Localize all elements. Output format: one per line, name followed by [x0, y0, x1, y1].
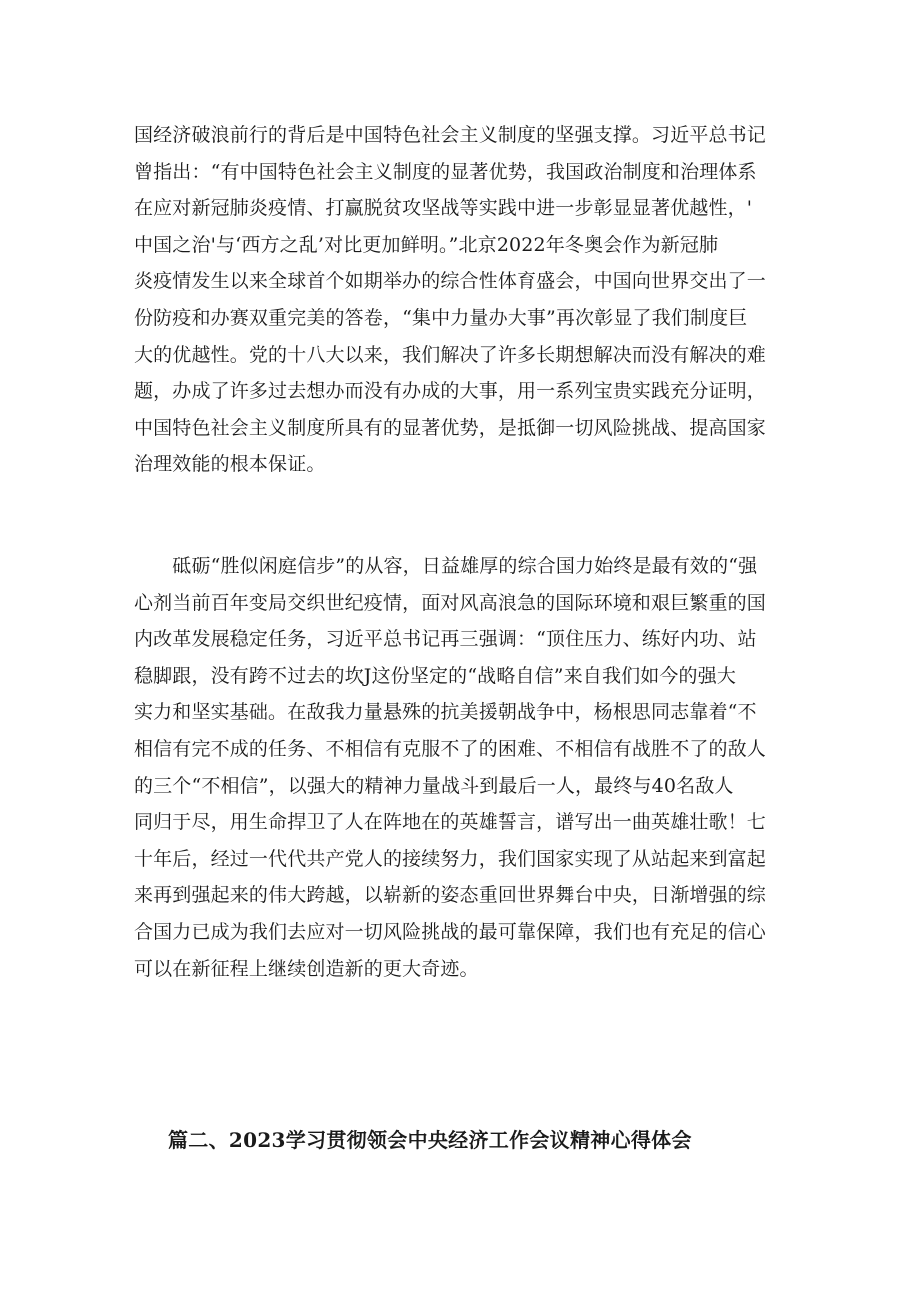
- text-line: 合国力已成为我们去应对一切风险挑战的最可靠保障，我们也有充足的信心: [134, 920, 766, 943]
- text-line: 中国特色社会主义制度所具有的显著优势，是抵御一切风险挑战、提高国家: [134, 416, 766, 439]
- text-line: 题，办成了许多过去想办而没有办成的大事，用一系列宝贵实践充分证明，: [134, 380, 766, 403]
- text-line: 治理效能的根本保证。: [134, 453, 326, 476]
- text-line: 内改革发展稳定任务，习近平总书记再三强调：“顶住压力、练好内功、站: [134, 628, 757, 651]
- section-heading: 篇二、2023学习贯彻领会中央经济工作会议精神心得体会: [168, 1128, 692, 1152]
- text-line: 来再到强起来的伟大跨越，以崭新的姿态重回世界舞台中央，日渐增强的综: [134, 884, 766, 907]
- text-line: 可以在新征程上继续创造新的更大奇迹。: [134, 957, 479, 980]
- text-line: 在应对新冠肺炎疫情、打赢脱贫攻坚战等实践中进一步彰显显著优越性，': [134, 197, 753, 220]
- text-line: 砥砺“胜似闲庭信步”的从容，日益雄厚的综合国力始终是最有效的“强: [134, 555, 758, 577]
- text-line: 曾指出：“有中国特色社会主义制度的显著优势，我国政治制度和治理体系: [134, 160, 757, 183]
- text-line: 大的优越性。党的十八大以来，我们解决了许多长期想解决而没有解决的难: [134, 343, 766, 366]
- text-line: 心剂当前百年变局交织世纪疫情，面对风高浪急的国际环境和艰巨繁重的国: [134, 591, 766, 614]
- text-line: 实力和坚实基础。在敌我力量悬殊的抗美援朝战争中，杨根思同志靠着“不: [134, 701, 757, 724]
- text-line: 中国之治'与‘西方之乱’对比更加鲜明。”北京2022年冬奥会作为新冠肺: [134, 233, 719, 256]
- paragraph-2: [134, 548, 804, 987]
- paragraph-1: [134, 117, 804, 483]
- text-line: 份防疫和办赛双重完美的答卷，“集中力量办大事”再次彰显了我们制度巨: [134, 306, 748, 329]
- text-line: 稳脚跟，没有跨不过去的坎J这份坚定的“战略自信”来自我们如今的强大: [134, 664, 736, 687]
- text-line: 十年后，经过一代代共产党人的接续努力，我们国家实现了从站起来到富起: [134, 847, 766, 870]
- text-line: 的三个“不相信”，以强大的精神力量战斗到最后一人，最终与40名敌人: [134, 774, 734, 797]
- text-line: 国经济破浪前行的背后是中国特色社会主义制度的坚强支撑。习近平总书记: [134, 124, 766, 146]
- text-line: 同归于尽，用生命捍卫了人在阵地在的英雄誓言，谱写出一曲英雄壮歌！七: [134, 811, 766, 834]
- text-line: 炎疫情发生以来全球首个如期举办的综合性体育盛会，中国向世界交出了一: [134, 270, 766, 293]
- text-line: 相信有完不成的任务、不相信有克服不了的困难、不相信有战胜不了的敌人: [134, 737, 766, 760]
